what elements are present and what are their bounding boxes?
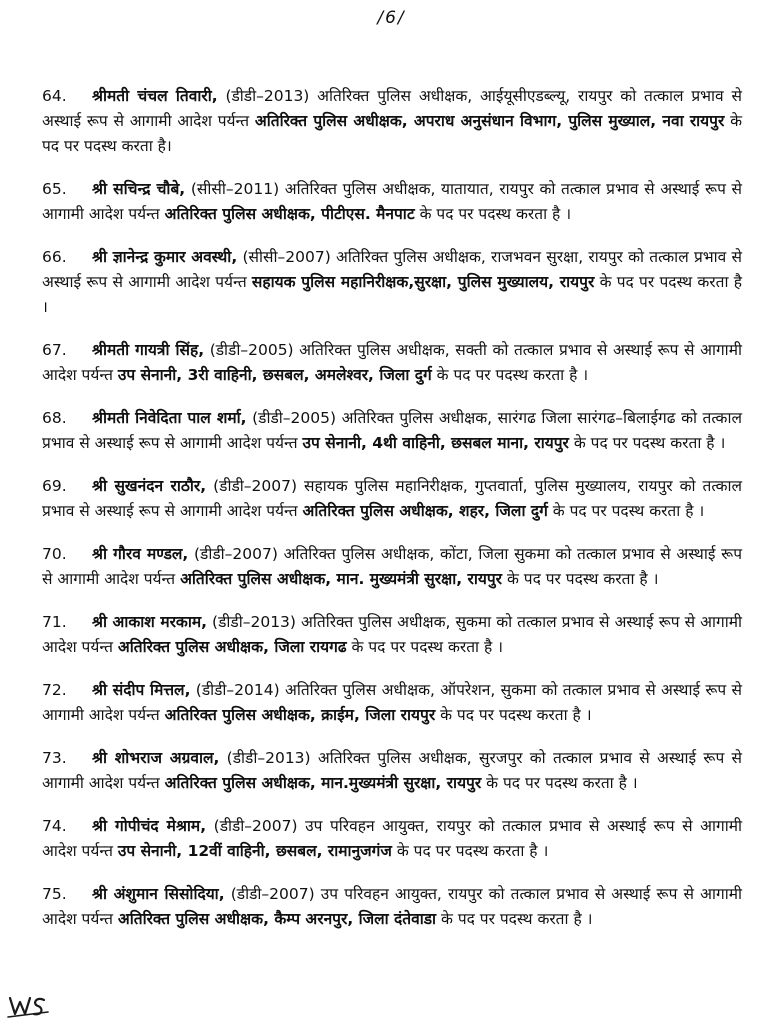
entry-closing: के पद पर पदस्थ करता है । [431, 365, 589, 384]
order-entry [42, 746, 742, 796]
posting-designation: अतिरिक्त पुलिस अधीक्षक, क्राईम, जिला रायपुर [164, 705, 436, 724]
posting-designation: अतिरिक्त पुलिस अधीक्षक, मान.मुख्यमंत्री सुरक्षा, रायपुर [164, 773, 482, 792]
posting-designation: सहायक पुलिस महानिरीक्षक,सुरक्षा, पुलिस मुख्यालय, रायपुर [251, 272, 595, 291]
entry-number: 64. [42, 86, 67, 105]
entry-closing: के पद पर पदस्थ करता है । [568, 433, 726, 452]
order-entry [42, 814, 742, 864]
handwritten-initials [6, 990, 50, 1020]
entry-closing: के पद पर पदस्थ करता है । [481, 773, 638, 792]
officer-name: श्री आकाश मरकाम, [92, 612, 208, 631]
entry-text: (डीडी–2007) उप परिवहन आयुक्त, रायपुर को तत्काल प्रभाव से अस्थाई रूप से आगामी आदेश पर्यन्त [42, 816, 742, 860]
posting-designation: अतिरिक्त पुलिस अधीक्षक, शहर, जिला दुर्ग [302, 501, 548, 520]
entry-closing: के पद पर पदस्थ करता है । [346, 637, 504, 656]
order-entry [42, 678, 742, 728]
entry-closing: के पद पर पदस्थ करता है । [414, 204, 572, 223]
officer-name: श्रीमती गायत्री सिंह, [92, 340, 205, 359]
posting-designation: अतिरिक्त पुलिस अधीक्षक, अपराध अनुसंधान विभाग, पुलिस मुख्याल, नवा रायपुर [254, 111, 725, 130]
entry-number: 67. [42, 340, 67, 359]
entry-text: (डीडी–2007) उप परिवहन आयुक्त, रायपुर को तत्काल प्रभाव से अस्थाई रूप से आगामी आदेश पर्यन्त [42, 884, 742, 928]
officer-name: श्रीमती निवेदिता पाल शर्मा, [92, 408, 247, 427]
order-entry [42, 84, 742, 159]
officer-name: श्री गोपीचंद मेश्राम, [92, 816, 207, 835]
entry-number: 70. [42, 544, 67, 563]
entry-text: (सीसी–2007) अतिरिक्त पुलिस अधीक्षक, राजभवन सुरक्षा, रायपुर को तत्काल प्रभाव से अस्थाई रूप से आगामी आदेश पर्यन्त [42, 247, 743, 291]
order-entry [42, 474, 742, 524]
order-entry [42, 245, 742, 320]
entry-number: 66. [42, 247, 67, 266]
posting-designation: उप सेनानी, 12वीं वाहिनी, छसबल, रामानुजगंज [117, 841, 392, 860]
page-number: /6/ [377, 8, 406, 28]
entry-text: (डीडी–2014) अतिरिक्त पुलिस अधीक्षक, ऑपरेशन, सुकमा को तत्काल प्रभाव से अस्थाई रूप से आगामी आदेश पर्यन्त [42, 680, 742, 724]
officer-name: श्री अंशुमान सिसोदिया, [92, 884, 225, 903]
officer-name: श्रीमती चंचल तिवारी, [92, 86, 218, 105]
entry-number: 71. [42, 612, 67, 631]
entry-text: (डीडी–2013) अतिरिक्त पुलिस अधीक्षक, सुरजपुर को तत्काल प्रभाव से अस्थाई रूप से आगामी आदेश पर्यन्त [42, 748, 743, 792]
posting-designation: अतिरिक्त पुलिस अधीक्षक, जिला रायगढ [117, 637, 347, 656]
entry-text: (डीडी–2007) सहायक पुलिस महानिरीक्षक, गुप्तवार्ता, पुलिस मुख्यालय, रायपुर को तत्काल प्रभाव से अस्थाई रूप से आगामी आदेश पर्यन्त [42, 476, 743, 520]
officer-name: श्री सुखनंदन राठौर, [92, 476, 207, 495]
entry-number: 73. [42, 748, 67, 767]
entry-number: 69. [42, 476, 67, 495]
entry-number: 75. [42, 884, 67, 903]
posting-designation: उप सेनानी, 4थी वाहिनी, छसबल माना, रायपुर [302, 433, 569, 452]
officer-name: श्री ज्ञानेन्द्र कुमार अवस्थी, [92, 247, 238, 266]
posting-designation: अतिरिक्त पुलिस अधीक्षक, कैम्प अरनपुर, जिला दंतेवाडा [117, 909, 437, 928]
posting-designation: अतिरिक्त पुलिस अधीक्षक, पीटीएस. मैनपाट [164, 204, 415, 223]
entry-text: (सीसी–2011) अतिरिक्त पुलिस अधीक्षक, यातायात, रायपुर को तत्काल प्रभाव से अस्थाई रूप से आगामी आदेश पर्यन्त [42, 179, 742, 223]
entry-closing: के पद पर पदस्थ करता है । [42, 272, 742, 316]
order-entry [42, 610, 742, 660]
order-entries [42, 68, 742, 950]
entry-number: 74. [42, 816, 67, 835]
entry-text: (डीडी–2013) अतिरिक्त पुलिस अधीक्षक, आईयूसीएडब्ल्यू, रायपुर को तत्काल प्रभाव से अस्थाई रूप से आगामी आदेश पर्यन्त [42, 86, 742, 130]
entry-closing: के पद पर पदस्थ करता है। [42, 111, 742, 155]
posting-designation: अतिरिक्त पुलिस अधीक्षक, मान. मुख्यमंत्री सुरक्षा, रायपुर [180, 569, 503, 588]
order-entry [42, 177, 742, 227]
entry-closing: के पद पर पदस्थ करता है । [502, 569, 659, 588]
entry-text: (डीडी–2013) अतिरिक्त पुलिस अधीक्षक, सुकमा को तत्काल प्रभाव से अस्थाई रूप से आगामी आदेश पर्यन्त [42, 612, 742, 656]
entry-closing: के पद पर पदस्थ करता है । [436, 909, 593, 928]
entry-text: (डीडी–2005) अतिरिक्त पुलिस अधीक्षक, सक्ती को तत्काल प्रभाव से अस्थाई रूप से आगामी आदेश पर्यन्त [42, 340, 742, 384]
order-entry [42, 882, 742, 932]
officer-name: श्री गौरव मण्डल, [92, 544, 189, 563]
officer-name: श्री शोभराज अग्रवाल, [92, 748, 220, 767]
entry-closing: के पद पर पदस्थ करता है । [435, 705, 592, 724]
entry-number: 65. [42, 179, 67, 198]
entry-text: (डीडी–2007) अतिरिक्त पुलिस अधीक्षक, कोंटा, जिला सुकमा को तत्काल प्रभाव से अस्थाई रूप से आगामी आदेश पर्यन्त [42, 544, 742, 588]
order-entry [42, 406, 742, 456]
entry-number: 68. [42, 408, 67, 427]
entry-text: (डीडी–2005) अतिरिक्त पुलिस अधीक्षक, सारंगढ जिला सारंगढ–बिलाईगढ को तत्काल प्रभाव से अस्थाई रूप से आगामी आदेश पर्यन्त [42, 408, 742, 452]
entry-number: 72. [42, 680, 67, 699]
entry-closing: के पद पर पदस्थ करता है । [547, 501, 705, 520]
order-entry [42, 542, 742, 592]
officer-name: श्री संदीप मित्तल, [92, 680, 191, 699]
order-entry [42, 338, 742, 388]
posting-designation: उप सेनानी, 3री वाहिनी, छसबल, अमलेश्वर, जिला दुर्ग [117, 365, 432, 384]
officer-name: श्री सचिन्द्र चौबे, [92, 179, 186, 198]
entry-closing: के पद पर पदस्थ करता है । [391, 841, 549, 860]
